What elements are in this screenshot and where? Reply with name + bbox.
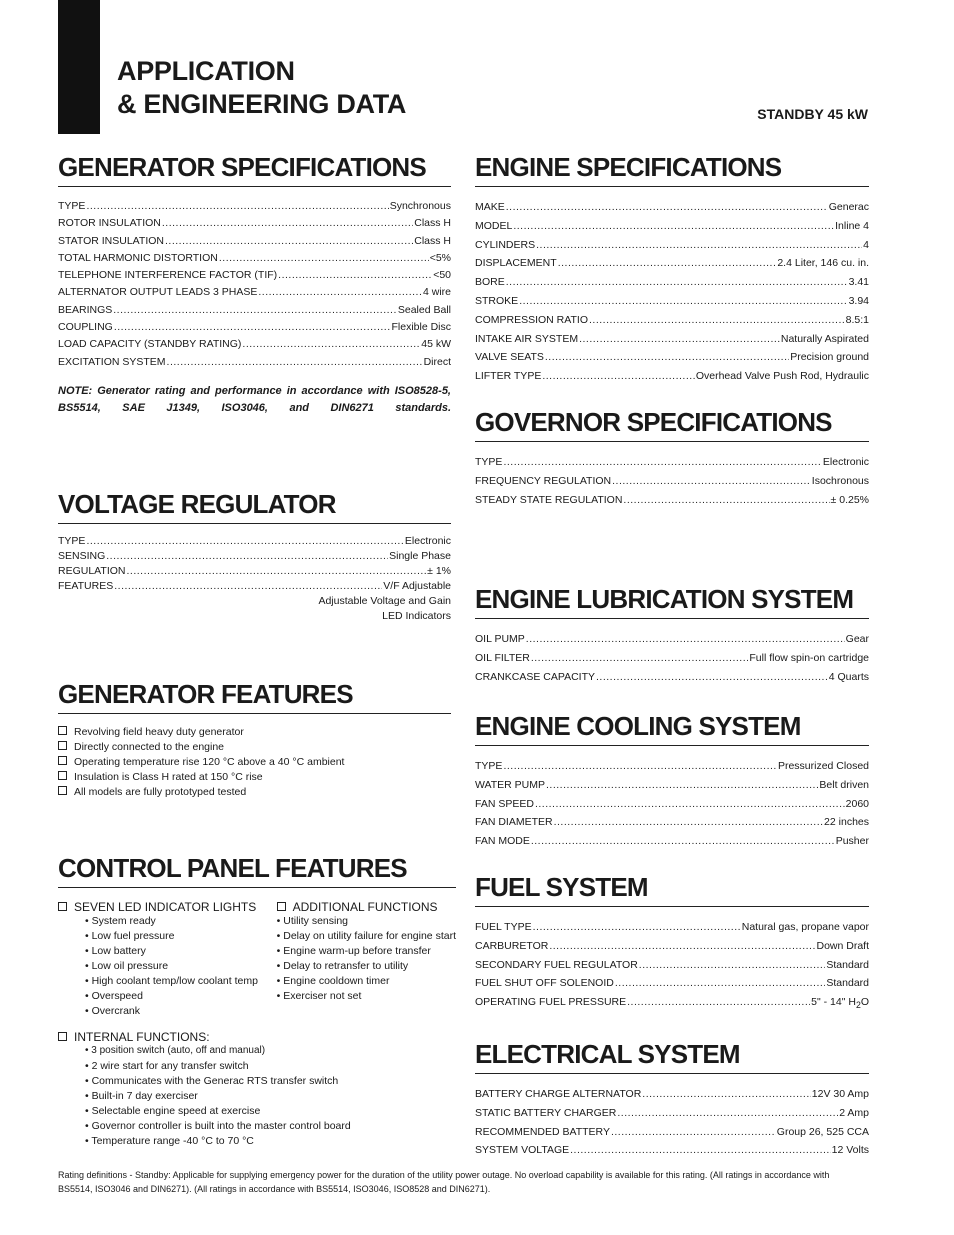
dot-leader xyxy=(503,760,777,772)
spec-row xyxy=(475,220,869,239)
generator-note: NOTE: Generator rating and performance in accordance with ISO8528-5, BS5514, SAE J1349, ISO3046, and DIN6271 standards. xyxy=(58,384,451,414)
led-indicators-group xyxy=(58,900,277,1020)
spec-row xyxy=(475,333,869,352)
dot-leader xyxy=(589,314,845,326)
checkbox-icon xyxy=(58,902,67,911)
spec-row xyxy=(475,633,869,652)
bullet-item: • 3 position switch (auto, off and manual) xyxy=(85,1045,266,1056)
dot-leader xyxy=(615,977,826,989)
spec-row xyxy=(475,1126,869,1145)
dot-leader xyxy=(549,940,815,952)
spec-label: OIL PUMP xyxy=(475,633,525,645)
group-heading: INTERNAL FUNCTIONS: xyxy=(58,1030,456,1045)
spec-value: V/F Adjustable xyxy=(383,580,451,592)
spec-row xyxy=(58,535,451,550)
spec-label: FUEL SHUT OFF SOLENOID xyxy=(475,977,614,990)
section-title: ENGINE COOLING SYSTEM xyxy=(475,711,869,746)
spec-value: 3.94 xyxy=(848,294,869,307)
spec-value: Group 26, 525 CCA xyxy=(776,1125,869,1138)
spec-value: Isochronous xyxy=(811,474,869,487)
spec-list xyxy=(475,201,869,389)
spec-label: VALVE SEATS xyxy=(475,351,544,364)
dot-leader xyxy=(114,321,391,333)
spec-row xyxy=(475,239,869,258)
spec-label: LIFTER TYPE xyxy=(475,370,542,383)
spec-row xyxy=(475,370,869,389)
spec-value: Flexible Disc xyxy=(391,321,451,334)
bullet-item: • Temperature range -40 °C to 70 °C xyxy=(85,1135,254,1147)
spec-label: ROTOR INSULATION xyxy=(58,217,161,230)
dot-leader xyxy=(165,235,413,247)
bullet-item: • Exerciser not set xyxy=(276,990,362,1002)
spec-row xyxy=(58,217,451,234)
voltage-regulator-section xyxy=(58,489,451,625)
bullet-item: • Built-in 7 day exerciser xyxy=(85,1090,198,1102)
spec-label: BEARINGS xyxy=(58,303,113,316)
checkbox-icon xyxy=(58,756,67,765)
dot-leader xyxy=(278,269,432,281)
spec-value: ± 1% xyxy=(427,565,451,577)
spec-row xyxy=(475,201,869,220)
features-continued: LED Indicators xyxy=(382,610,451,622)
bullet-item: • Communicates with the Generac RTS transfer switch xyxy=(85,1075,339,1087)
spec-label: CYLINDERS xyxy=(475,238,536,251)
spec-label: LOAD CAPACITY (STANDBY RATING) xyxy=(58,338,242,351)
spec-list xyxy=(475,760,869,854)
spec-label: CARBURETOR xyxy=(475,939,549,952)
dot-leader xyxy=(623,494,829,506)
spec-row xyxy=(475,816,869,835)
dot-leader xyxy=(617,1107,838,1119)
bullet-item: • Low oil pressure xyxy=(85,960,169,972)
feature-item: Operating temperature rise 120 °C above a 40 °C ambient xyxy=(58,756,451,771)
spec-label: STATIC BATTERY CHARGER xyxy=(475,1106,617,1119)
spec-value: Natural gas, propane vapor xyxy=(741,921,869,933)
cooling-section xyxy=(475,711,869,854)
page-title-line-2: & ENGINEERING DATA xyxy=(117,89,407,119)
bullet-item: • Low fuel pressure xyxy=(85,930,175,942)
bullet-item: • 2 wire start for any transfer switch xyxy=(85,1060,249,1072)
spec-value: 4 wire xyxy=(422,286,451,299)
spec-row xyxy=(475,295,869,314)
dot-leader xyxy=(167,356,423,368)
bullet-item: • Selectable engine speed at exercise xyxy=(85,1105,261,1117)
spec-value: 4 Quarts xyxy=(828,670,869,683)
bullet-item: • High coolant temp/low coolant temp xyxy=(85,975,258,987)
spec-label: BATTERY CHARGE ALTERNATOR xyxy=(475,1088,642,1100)
spec-label: FAN SPEED xyxy=(475,797,534,810)
dot-leader xyxy=(242,338,420,350)
spec-value: ± 0.25% xyxy=(830,493,869,506)
feature-item: Directly connected to the engine xyxy=(58,741,451,756)
spec-value: Standard xyxy=(826,977,869,990)
page-title xyxy=(117,55,406,121)
spec-value: Synchronous xyxy=(389,200,451,212)
dot-leader xyxy=(596,671,828,683)
spec-label: COUPLING xyxy=(58,321,113,334)
spec-label: RECOMMENDED BATTERY xyxy=(475,1125,610,1138)
dot-leader xyxy=(535,798,845,810)
spec-value: 2 Amp xyxy=(839,1106,869,1119)
dot-leader xyxy=(106,550,388,562)
spec-row xyxy=(58,321,451,338)
section-title: ENGINE SPECIFICATIONS xyxy=(475,152,869,187)
black-header-bar xyxy=(58,0,100,134)
spec-value: 4 xyxy=(863,238,869,251)
spec-row xyxy=(475,798,869,817)
spec-row xyxy=(475,351,869,370)
spec-row xyxy=(475,671,869,690)
spec-label: BORE xyxy=(475,276,505,289)
spec-row xyxy=(475,940,869,959)
dot-leader xyxy=(126,565,426,577)
spec-label: SYSTEM VOLTAGE xyxy=(475,1144,570,1157)
control-panel-section xyxy=(58,853,456,1150)
spec-row xyxy=(475,921,869,940)
spec-value: Class H xyxy=(414,234,451,247)
generator-features-section xyxy=(58,679,451,801)
rating-line: Rating definitions - Standby: Applicable for supplying emergency power for the duration of the utility power outage. No overload capability is available for this rating. (All ratings in accordance with xyxy=(58,1170,830,1180)
dot-leader xyxy=(113,304,397,316)
spec-label: CRANKCASE CAPACITY xyxy=(475,670,595,683)
bullet-item: • Overcrank xyxy=(85,1005,141,1017)
spec-row xyxy=(58,338,451,355)
checkbox-icon xyxy=(58,786,67,795)
dot-leader xyxy=(519,295,847,307)
spec-label: FEATURES xyxy=(58,580,114,592)
spec-list xyxy=(58,535,451,595)
spec-value: Inline 4 xyxy=(835,219,869,232)
dot-leader xyxy=(506,276,848,288)
spec-label: ALTERNATOR OUTPUT LEADS 3 PHASE xyxy=(58,286,258,299)
dot-leader xyxy=(570,1144,830,1156)
dot-leader xyxy=(536,239,862,251)
spec-row xyxy=(475,276,869,295)
spec-list xyxy=(475,633,869,689)
spec-value: Pusher xyxy=(835,835,869,848)
dot-leader xyxy=(554,816,823,828)
dot-leader xyxy=(531,835,835,847)
spec-value: 2.4 Liter, 146 cu. in. xyxy=(777,257,869,270)
spec-list xyxy=(475,1088,869,1163)
dot-leader xyxy=(579,333,780,345)
section-title: ELECTRICAL SYSTEM xyxy=(475,1039,869,1074)
spec-row xyxy=(475,760,869,779)
spec-row xyxy=(58,252,451,269)
spec-row xyxy=(475,1144,869,1163)
spec-label: TYPE xyxy=(475,760,503,772)
dot-leader xyxy=(545,351,789,363)
spec-label: FUEL TYPE xyxy=(475,921,532,933)
spec-value: Full flow spin-on cartridge xyxy=(749,651,869,664)
dot-leader xyxy=(86,535,403,547)
dot-leader xyxy=(258,286,422,298)
spec-value: Naturally Aspirated xyxy=(780,332,869,345)
dot-leader xyxy=(503,456,821,468)
spec-value: Direct xyxy=(423,355,451,368)
dot-leader xyxy=(162,217,413,229)
spec-value: Electronic xyxy=(822,456,869,468)
spec-label: WATER PUMP xyxy=(475,778,545,791)
section-title: ENGINE LUBRICATION SYSTEM xyxy=(475,584,869,619)
fuel-system-section xyxy=(475,872,869,1015)
spec-label: STEADY STATE REGULATION xyxy=(475,493,623,506)
spec-value: Class H xyxy=(414,217,451,230)
bullet-item: • Delay to retransfer to utility xyxy=(276,960,409,972)
dot-leader xyxy=(542,370,695,382)
dot-leader xyxy=(546,779,818,791)
spec-row xyxy=(475,456,869,475)
spec-row xyxy=(58,286,451,303)
checkbox-icon xyxy=(58,771,67,780)
bullet-item: • Overspeed xyxy=(85,990,143,1002)
spec-row xyxy=(475,475,869,494)
spec-value: Single Phase xyxy=(389,550,451,562)
spec-list xyxy=(475,921,869,1015)
spec-list xyxy=(475,456,869,512)
spec-value: 5" - 14" $H_2O$ xyxy=(811,996,869,1011)
spec-row xyxy=(58,356,451,373)
section-title: FUEL SYSTEM xyxy=(475,872,869,907)
spec-value: 22 inches xyxy=(824,816,869,829)
dot-leader xyxy=(612,475,811,487)
dot-leader xyxy=(86,200,388,212)
spec-value: 12 Volts xyxy=(831,1144,869,1157)
spec-row xyxy=(475,1107,869,1126)
spec-value: 45 kW xyxy=(421,338,451,351)
bullet-item: • System ready xyxy=(85,915,156,927)
spec-value: Precision ground xyxy=(790,351,869,364)
spec-value: Belt driven xyxy=(819,778,869,791)
spec-label: SECONDARY FUEL REGULATOR xyxy=(475,958,638,971)
bullet-item: • Governor controller is built into the master control board xyxy=(85,1120,351,1132)
spec-row xyxy=(475,494,869,513)
engine-specs-section xyxy=(475,152,869,389)
group-heading: ADDITIONAL FUNCTIONS xyxy=(277,900,456,915)
features-continued: Adjustable Voltage and Gain xyxy=(318,595,451,607)
spec-row xyxy=(475,996,869,1015)
spec-label: INTAKE AIR SYSTEM xyxy=(475,332,579,345)
spec-label: TYPE xyxy=(475,456,503,468)
bullet-item: • Low battery xyxy=(85,945,146,957)
section-title: GOVERNOR SPECIFICATIONS xyxy=(475,407,869,442)
spec-label: REGULATION xyxy=(58,565,126,577)
spec-label: STATOR INSULATION xyxy=(58,234,164,247)
spec-row xyxy=(475,257,869,276)
spec-label: COMPRESSION RATIO xyxy=(475,313,588,326)
page-title-line-1: APPLICATION xyxy=(117,56,295,86)
spec-label: SENSING xyxy=(58,550,106,562)
electrical-system-section xyxy=(475,1039,869,1163)
spec-row xyxy=(475,959,869,978)
feature-item: Insulation is Class H rated at 150 °C rise xyxy=(58,771,451,786)
spec-row xyxy=(58,580,451,595)
spec-value: Overhead Valve Push Rod, Hydraulic xyxy=(695,370,869,383)
dot-leader xyxy=(533,921,741,933)
spec-label: MAKE xyxy=(475,201,505,213)
spec-value: Standard xyxy=(826,958,869,971)
spec-value: Electronic xyxy=(404,535,451,547)
spec-row xyxy=(475,835,869,854)
spec-label: FAN MODE xyxy=(475,835,530,848)
rating-line: BS5514, ISO3046 and DIN6271). (All ratings in accordance with BS5514, ISO3046, ISO8528 and DIN6271). xyxy=(58,1184,491,1194)
spec-row xyxy=(58,550,451,565)
spec-value: <5% xyxy=(429,251,451,264)
spec-label: EXCITATION SYSTEM xyxy=(58,355,166,368)
dot-leader xyxy=(219,252,429,264)
spec-value: <50 xyxy=(433,269,451,282)
standby-rating: STANDBY 45 kW xyxy=(757,106,868,122)
dot-leader xyxy=(526,633,845,645)
spec-label: OIL FILTER xyxy=(475,651,530,664)
dot-leader xyxy=(513,220,834,232)
generator-specs-section xyxy=(58,152,451,417)
spec-row xyxy=(475,779,869,798)
lubrication-section xyxy=(475,584,869,689)
group-heading: SEVEN LED INDICATOR LIGHTS xyxy=(58,900,277,915)
spec-row xyxy=(475,652,869,671)
governor-specs-section xyxy=(475,407,869,512)
spec-row xyxy=(58,269,451,286)
dot-leader xyxy=(531,652,749,664)
checkbox-icon xyxy=(58,726,67,735)
spec-label: STROKE xyxy=(475,294,519,307)
checkbox-icon xyxy=(58,741,67,750)
bullet-item: • Engine warm-up before transfer xyxy=(276,945,431,957)
spec-value: 3.41 xyxy=(848,276,869,289)
spec-label: TYPE xyxy=(58,200,86,212)
spec-label: FREQUENCY REGULATION xyxy=(475,474,612,487)
dot-leader xyxy=(558,257,777,269)
dot-leader xyxy=(506,201,828,213)
feature-item: Revolving field heavy duty generator xyxy=(58,726,451,741)
feature-item: All models are fully prototyped tested xyxy=(58,786,451,801)
rating-definitions xyxy=(58,1168,858,1196)
spec-value: 2060 xyxy=(845,797,869,810)
dot-leader xyxy=(627,996,810,1008)
bullet-item: • Utility sensing xyxy=(276,915,349,927)
spec-value: Gear xyxy=(845,633,869,645)
spec-label: TELEPHONE INTERFERENCE FACTOR (TIF) xyxy=(58,269,278,282)
bullet-item: • Engine cooldown timer xyxy=(276,975,390,987)
spec-row xyxy=(58,565,451,580)
dot-leader xyxy=(611,1126,776,1138)
spec-label: MODEL xyxy=(475,219,513,232)
section-title: VOLTAGE REGULATOR xyxy=(58,489,451,524)
spec-label: FAN DIAMETER xyxy=(475,816,553,829)
section-title: CONTROL PANEL FEATURES xyxy=(58,853,456,888)
spec-row xyxy=(475,1088,869,1107)
checkbox-icon xyxy=(58,1032,67,1041)
spec-label: TYPE xyxy=(58,535,86,547)
additional-functions-group xyxy=(277,900,456,1020)
spec-value: Down Draft xyxy=(816,939,869,952)
checkbox-icon xyxy=(277,902,286,911)
spec-list xyxy=(58,200,451,373)
dot-leader xyxy=(642,1088,810,1100)
spec-value: Pressurized Closed xyxy=(777,760,869,772)
spec-label: TOTAL HARMONIC DISTORTION xyxy=(58,251,218,264)
spec-row xyxy=(475,977,869,996)
spec-value: Sealed Ball xyxy=(397,303,451,316)
spec-label: OPERATING FUEL PRESSURE xyxy=(475,996,627,1009)
spec-value: Generac xyxy=(828,201,869,213)
spec-row xyxy=(58,235,451,252)
bullet-item: • Delay on utility failure for engine start xyxy=(276,930,456,942)
dot-leader xyxy=(114,580,382,592)
spec-row xyxy=(58,200,451,217)
section-title: GENERATOR SPECIFICATIONS xyxy=(58,152,451,187)
spec-value: 8.5:1 xyxy=(845,313,869,326)
spec-row xyxy=(58,304,451,321)
dot-leader xyxy=(639,959,826,971)
spec-label: DISPLACEMENT xyxy=(475,257,557,270)
spec-row xyxy=(475,314,869,333)
internal-functions-group xyxy=(58,1030,456,1150)
section-title: GENERATOR FEATURES xyxy=(58,679,451,714)
spec-value: 12V 30 Amp xyxy=(811,1088,869,1100)
